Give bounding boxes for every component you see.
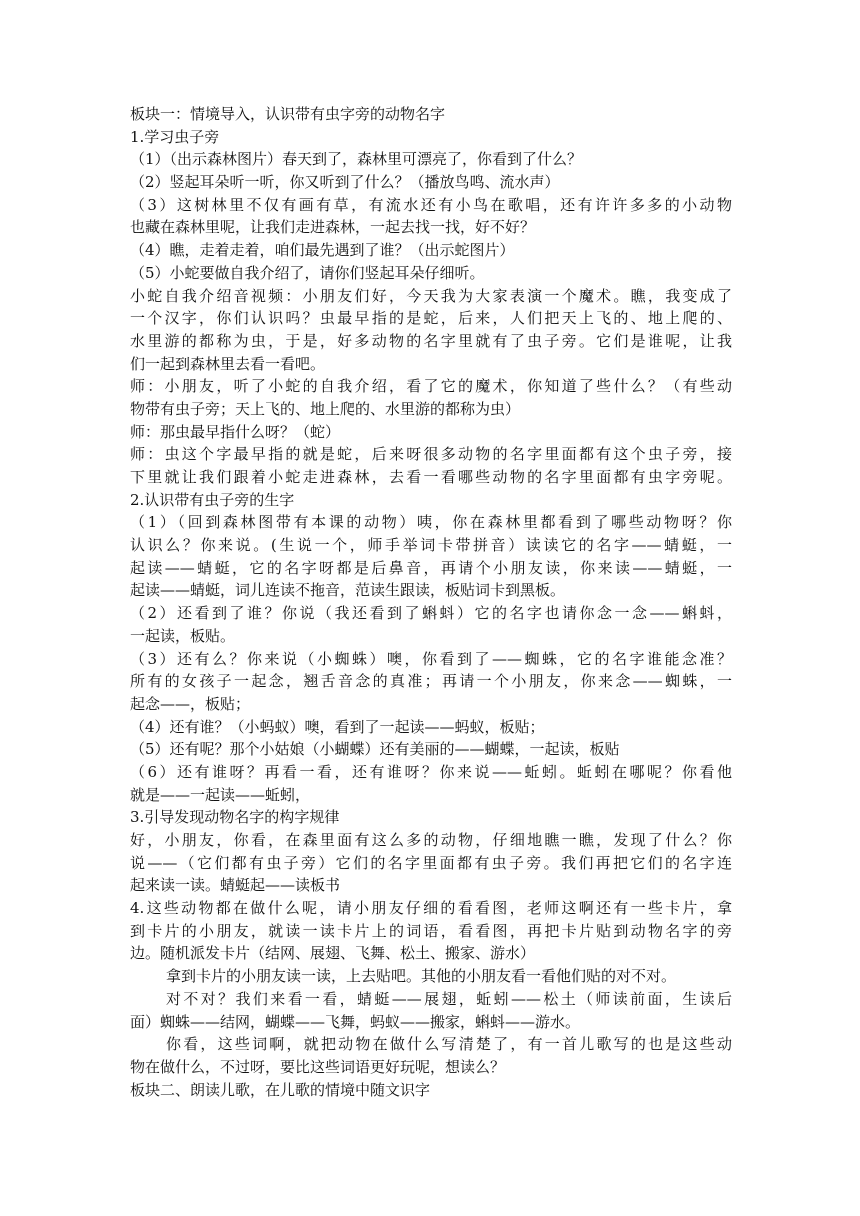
text-line: （6）还有谁呀？再看一看，还有谁呀？你来说——蚯蚓。蚯蚓在哪呢？你看他 — [130, 762, 732, 781]
text-line: 们一起到森林里去看一看吧。 — [130, 354, 326, 373]
text-line: 说——（它们都有虫子旁）它们的名字里面都有虫子旁。我们再把它们的名字连 — [130, 853, 732, 872]
text-line: 对不对？我们来看一看，蜻蜓——展翅，蚯蚓——松土（师读前面，生读后 — [166, 989, 732, 1008]
text-line: （4）还有谁？（小蚂蚁）噢，看到了一起读——蚂蚁，板贴； — [130, 717, 545, 736]
text-line: 你看，这些词啊，就把动物在做什么写清楚了，有一首儿歌写的也是这些动 — [166, 1035, 732, 1054]
text-line: 所有的女孩子一起念，翘舌音念的真准；再请一个小朋友，你来念——蜘蛛，一 — [130, 672, 732, 691]
text-line: 起念——，板贴； — [130, 694, 251, 713]
text-line: 边。随机派发卡片（结网、展翅、飞舞、松土、搬家、游水） — [130, 944, 536, 963]
text-line: 物在做什么，不过呀，要比这些词语更好玩呢，想读么？ — [130, 1057, 506, 1076]
text-line: 拿到卡片的小朋友读一读，上去贴吧。其他的小朋友看一看他们贴的对不对。 — [166, 967, 677, 986]
subheading: 4.这些动物都在做什么呢，请小朋友仔细的看看图，老师这啊还有一些卡片，拿 — [130, 899, 732, 918]
text-line: （5）还有呢？那个小姑娘（小蝴蝶）还有美丽的——蝴蝶，一起读，板贴 — [130, 740, 620, 759]
text-line: 也藏在森林里呢，让我们走进森林，一起去找一找，好不好？ — [130, 218, 536, 237]
subheading: 3.引导发现动物名字的构字规律 — [130, 808, 340, 827]
text-line: 小蛇自我介绍音视频：小朋友们好，今天我为大家表演一个魔术。瞧，我变成了 — [130, 286, 732, 305]
text-line: 水里游的都称为虫，于是，好多动物的名字里就有了虫子旁。它们是谁呢，让我 — [130, 331, 732, 350]
text-line: 师：小朋友，听了小蛇的自我介绍，看了它的魔术，你知道了些什么？（有些动 — [130, 377, 732, 396]
document-page — [130, 103, 732, 1101]
text-line: 就是——一起读——蚯蚓， — [130, 785, 311, 804]
text-line: （4）瞧，走着走着，咱们最先遇到了谁？（出示蛇图片） — [130, 241, 515, 260]
text-line: 一个汉字，你们认识吗？虫最早指的是蛇，后来，人们把天上飞的、地上爬的、 — [130, 309, 732, 328]
text-line: 面）蜘蛛——结网，蝴蝶——飞舞，蚂蚁——搬家，蝌蚪——游水。 — [130, 1012, 581, 1031]
text-line: （1）（回到森林图带有本课的动物）咦，你在森林里都看到了哪些动物呀？你 — [130, 513, 732, 532]
text-line: 起读——蜻蜓，它的名字呀都是后鼻音，再请个小朋友读，你来读——蜻蜓，一 — [130, 558, 732, 577]
section-heading: 板块一：情境导入，认识带有虫字旁的动物名字 — [130, 105, 446, 123]
text-line: 物带有虫子旁；天上飞的、地上爬的、水里游的都称为虫） — [130, 399, 521, 418]
text-line: 到卡片的小朋友，就读一读卡片上的词语，看看图，再把卡片贴到动物名字的旁 — [130, 921, 732, 940]
text-line: 起读——蜻蜓，词儿连读不拖音，范读生跟读，板贴词卡到黑板。 — [130, 581, 566, 600]
text-line: （1）（出示森林图片）春天到了，森林里可漂亮了，你看到了什么？ — [130, 150, 583, 169]
section-heading: 板块二、朗读儿歌，在儿歌的情境中随文识字 — [130, 1080, 431, 1099]
text-line: （5）小蛇要做自我介绍了，请你们竖起耳朵仔细听。 — [130, 263, 485, 282]
subheading: 2.认识带有虫子旁的生字 — [130, 490, 295, 509]
text-line: 师：虫这个字最早指的就是蛇，后来呀很多动物的名字里面都有这个虫子旁，接 — [130, 445, 732, 464]
text-line: （2）还看到了谁？你说（我还看到了蝌蚪）它的名字也请你念一念——蝌蚪， — [130, 604, 732, 623]
text-line: 好，小朋友，你看，在森里面有这么多的动物，仔细地瞧一瞧，发现了什么？你 — [130, 831, 732, 849]
text-line: （3）还有么？你来说（小蜘蛛）噢，你看到了——蜘蛛，它的名字谁能念准？ — [130, 649, 732, 668]
text-line: 下里就让我们跟着小蛇走进森林，去看一看哪些动物的名字里面都有虫字旁呢。 — [130, 468, 732, 486]
text-line: 认识么？你来说。(生说一个，师手举词卡带拼音）读读它的名字——蜻蜓，一 — [130, 536, 732, 555]
text-line: 师：那虫最早指什么呀？（蛇） — [130, 422, 341, 441]
subheading: 1.学习虫子旁 — [130, 127, 220, 146]
text-line: 一起读，板贴。 — [130, 626, 236, 645]
text-line: 起来读一读。蜻蜓起——读板书 — [130, 876, 341, 895]
text-line: （2）竖起耳朵听一听，你又听到了什么？（播放鸟鸣、流水声） — [130, 173, 560, 192]
text-line: （3）这树林里不仅有画有草，有流水还有小鸟在歌唱，还有许许多多的小动物 — [130, 195, 732, 214]
